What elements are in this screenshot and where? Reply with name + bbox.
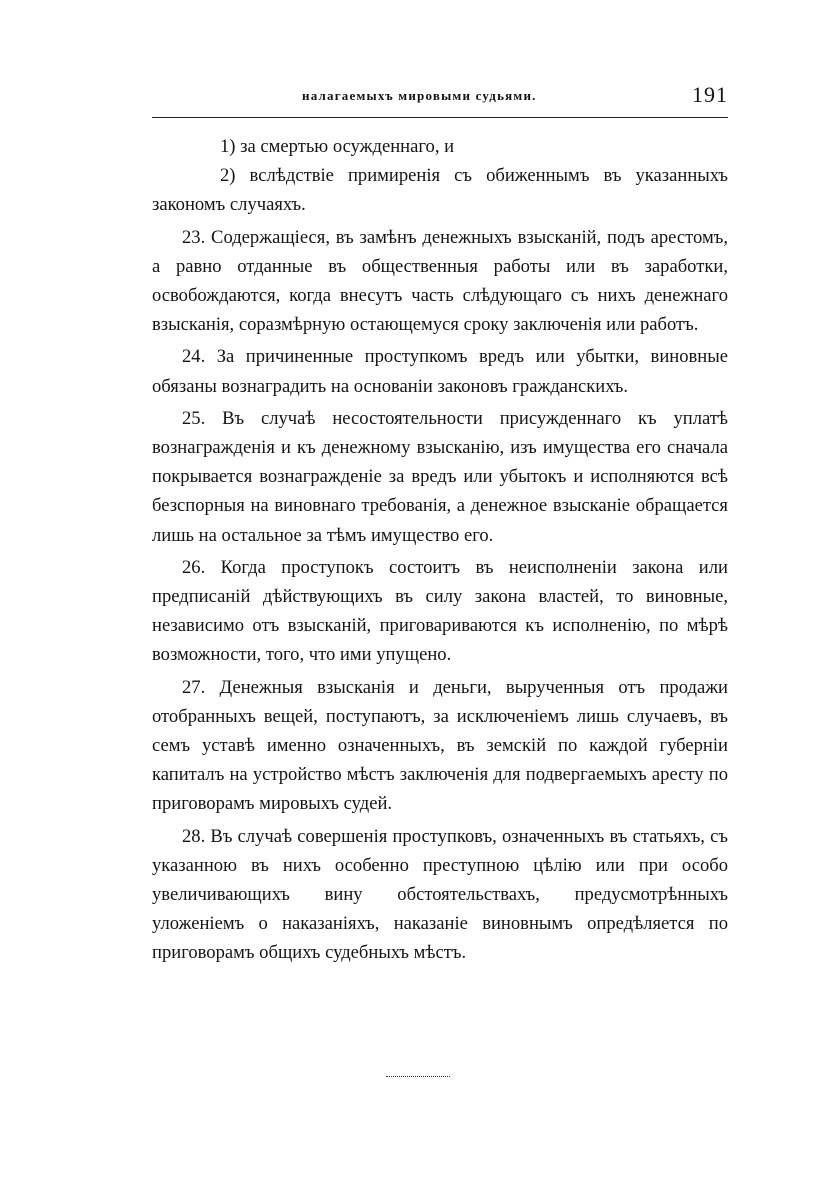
article-27: 27. Денежныя взысканія и деньги, вырученныя отъ продажи отобранныхъ вещей, поступаютъ, за исключеніемъ лишь случаевъ, въ семъ уставѣ именно означенныхъ, въ земскій по каждой губерніи капиталъ на устройство мѣстъ заключенія для подвергаемыхъ аресту по приговорамъ мировыхъ судей. — [152, 676, 728, 815]
article-25: 25. Въ случаѣ несостоятельности присужденнаго къ уплатѣ вознагражденія и къ денежному взысканію, изъ имущества его сначала покрывается вознагражденіе за вредъ или убытокъ и исполняются всѣ безспорныя на виновнаго требованія, а денежное взысканіе обращается лишь на остальное за тѣмъ имущество его. — [152, 407, 728, 546]
header-rule — [152, 117, 728, 118]
end-ornament — [386, 1076, 450, 1077]
article-26: 26. Когда проступокъ состоитъ въ неисполненіи закона или предписаній дѣйствующихъ въ силу закона властей, то виновные, независимо отъ взысканій, приговариваются къ исполненію, по мѣрѣ возможности, того, что ими упущено. — [152, 556, 728, 666]
page-number: 191 — [692, 82, 728, 107]
article-23: 23. Содержащіеся, въ замѣнъ денежныхъ взысканій, подъ арестомъ, а равно отданные въ общественныя работы или въ заработки, освобождаются, когда внесутъ часть слѣдующаго съ нихъ денежнаго взысканія, соразмѣрную остающемуся сроку заключенія или работъ. — [152, 226, 728, 336]
clause-2: 2) вслѣдствіе примиренія съ обиженнымъ въ указанныхъ закономъ случаяхъ. — [152, 165, 728, 216]
running-head: налагаемыхъ мировыми судьями. — [302, 88, 537, 103]
page-header — [152, 82, 728, 112]
article-28: 28. Въ случаѣ совершенія проступковъ, означенныхъ въ статьяхъ, съ указанною въ нихъ особенно преступною цѣлію или при особо увеличивающихъ вину обстоятельствахъ, предусмотрѣнныхъ уложеніемъ о наказаніяхъ, наказаніе виновнымъ опредѣляется по приговорамъ общихъ судебныхъ мѣстъ. — [152, 825, 728, 964]
page-body — [152, 132, 728, 971]
article-24: 24. За причиненные проступкомъ вредъ или убытки, виновные обязаны вознаградить на основаніи законовъ гражданскихъ. — [152, 346, 728, 397]
clause-1: 1) за смертью осужденнаго, и — [220, 136, 455, 157]
